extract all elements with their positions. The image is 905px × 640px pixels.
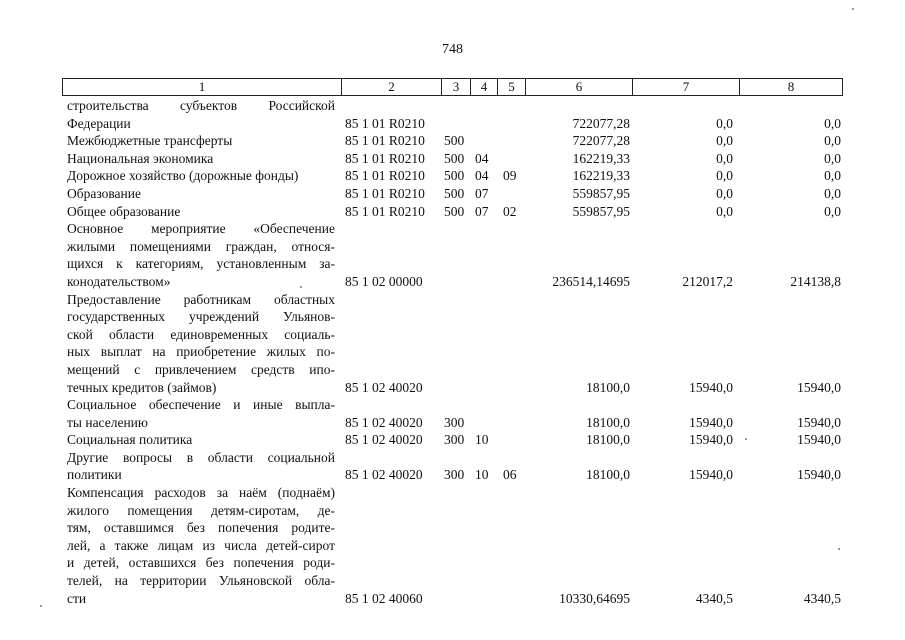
cell-vr: 300 [444, 467, 465, 483]
row-title-line: жилыми помещениями граждан, относя- [67, 238, 335, 254]
row-title-line: Общее образование [67, 203, 181, 219]
row-title-line: Социальное обеспечение и иные выпла- [67, 397, 335, 413]
cell-amount-col6: 722077,28 [572, 133, 630, 149]
cell-amount-col6: 18100,0 [586, 379, 630, 395]
cell-vr: 300 [444, 432, 465, 448]
table-row [0, 203, 905, 221]
row-title-line: и детей, оставшихся без попечения роди- [67, 555, 335, 571]
row-title-line: Другие вопросы в области социальной [67, 449, 335, 465]
cell-amount-col6: 10330,64695 [559, 590, 630, 606]
row-title [67, 220, 335, 290]
cell-vr: 500 [444, 168, 465, 184]
cell-amount-col6: 18100,0 [586, 432, 630, 448]
header-col-1: 1 [63, 79, 342, 95]
cell-amount-col7: 0,0 [716, 168, 733, 184]
cell-rz: 07 [475, 185, 489, 201]
row-title-line: сти [67, 590, 87, 606]
row-title-line: Образование [67, 185, 141, 201]
row-title-line: Дорожное хозяйство (дорожные фонды) [67, 168, 299, 184]
page-number: 748 [442, 42, 463, 57]
table-row [0, 185, 905, 203]
cell-pr: 09 [503, 168, 517, 184]
cell-amount-col8: 0,0 [824, 115, 841, 131]
cell-code: 85 1 02 40020 [345, 432, 423, 448]
cell-vr: 500 [444, 203, 465, 219]
cell-amount-col8: 15940,0 [797, 467, 841, 483]
cell-code: 85 1 01 R0210 [345, 203, 425, 219]
cell-amount-col7: 15940,0 [689, 414, 733, 430]
cell-code: 85 1 01 R0210 [345, 150, 425, 166]
cell-amount-col6: 722077,28 [572, 115, 630, 131]
row-title-line: Федерации [67, 115, 131, 131]
cell-amount-col7: 15940,0 [689, 432, 733, 448]
row-title-line: щихся к категориям, установленным за- [67, 256, 335, 272]
cell-amount-col7: 0,0 [716, 115, 733, 131]
cell-amount-col6: 559857,95 [572, 185, 630, 201]
row-title-line: течных кредитов (займов) [67, 379, 217, 395]
cell-code: 85 1 02 00000 [345, 273, 423, 289]
cell-amount-col7: 0,0 [716, 185, 733, 201]
header-col-6: 6 [526, 79, 633, 95]
header-col-2: 2 [342, 79, 442, 95]
row-title-line: жилого помещения детям-сиротам, де- [67, 502, 335, 518]
row-title-line: Социальная политика [67, 432, 193, 448]
cell-amount-col8: 15940,0 [797, 379, 841, 395]
scan-speck [838, 548, 840, 550]
cell-amount-col8: 0,0 [824, 203, 841, 219]
header-col-3: 3 [442, 79, 471, 95]
row-title [67, 431, 335, 449]
cell-pr: 02 [503, 203, 517, 219]
cell-amount-col6: 162219,33 [572, 150, 630, 166]
table-row [0, 431, 905, 449]
row-title-line: политики [67, 467, 122, 483]
cell-amount-col8: 0,0 [824, 185, 841, 201]
cell-amount-col6: 559857,95 [572, 203, 630, 219]
row-title-line: Основное мероприятие «Обеспечение [67, 221, 335, 237]
scan-speck [40, 605, 42, 607]
row-title-line: ты населению [67, 414, 148, 430]
cell-amount-col8: 0,0 [824, 150, 841, 166]
row-title [67, 396, 335, 431]
cell-amount-col8: 214138,8 [790, 273, 841, 289]
header-col-5: 5 [498, 79, 526, 95]
cell-code: 85 1 02 40020 [345, 379, 423, 395]
cell-vr: 500 [444, 150, 465, 166]
row-title [67, 150, 335, 168]
cell-rz: 07 [475, 203, 489, 219]
row-title-line: ской области единовременных социаль- [67, 326, 335, 342]
row-title-line: Национальная экономика [67, 150, 214, 166]
header-col-4: 4 [471, 79, 498, 95]
row-title [67, 449, 335, 484]
scan-speck [852, 8, 854, 10]
cell-amount-col6: 18100,0 [586, 414, 630, 430]
table-row [0, 167, 905, 185]
cell-amount-col7: 212017,2 [682, 273, 733, 289]
cell-code: 85 1 01 R0210 [345, 133, 425, 149]
table-row [0, 396, 905, 431]
table-row [0, 150, 905, 168]
row-title-line: Компенсация расходов за наём (поднаём) [67, 485, 335, 501]
table-row [0, 484, 905, 607]
cell-amount-col7: 0,0 [716, 203, 733, 219]
row-title-line: строительства субъектов Российской [67, 98, 335, 113]
cell-rz: 04 [475, 168, 489, 184]
row-title [67, 185, 335, 203]
cell-rz: 10 [475, 432, 489, 448]
row-title-line: ных выплат на приобретение жилых по- [67, 344, 335, 360]
cell-pr: 06 [503, 467, 517, 483]
row-title-line: конодательством» [67, 273, 171, 289]
table-row [0, 220, 905, 290]
row-title-line: государственных учреждений Ульянов- [67, 309, 335, 325]
row-title [67, 167, 335, 185]
cell-amount-col8: 0,0 [824, 133, 841, 149]
row-title-line: телей, на территории Ульяновской обла- [67, 573, 335, 589]
row-title [67, 132, 335, 150]
cell-amount-col6: 162219,33 [572, 168, 630, 184]
cell-code: 85 1 02 40020 [345, 467, 423, 483]
cell-amount-col7: 0,0 [716, 150, 733, 166]
table-row [0, 449, 905, 484]
cell-vr: 500 [444, 133, 465, 149]
row-title-line: Межбюджетные трансферты [67, 133, 233, 149]
row-title-line: Предоставление работникам областных [67, 291, 335, 307]
row-title [67, 484, 335, 607]
cell-code: 85 1 01 R0210 [345, 168, 425, 184]
table-row [0, 97, 905, 132]
cell-vr: 500 [444, 185, 465, 201]
cell-rz: 10 [475, 467, 489, 483]
cell-code: 85 1 01 R0210 [345, 115, 425, 131]
cell-code: 85 1 01 R0210 [345, 185, 425, 201]
scan-speck [300, 286, 302, 288]
row-title [67, 97, 335, 132]
cell-amount-col7: 15940,0 [689, 467, 733, 483]
header-col-7: 7 [633, 79, 740, 95]
cell-amount-col7: 15940,0 [689, 379, 733, 395]
header-col-8: 8 [787, 79, 795, 94]
scan-speck [745, 438, 747, 440]
cell-amount-col7: 0,0 [716, 133, 733, 149]
cell-code: 85 1 02 40020 [345, 414, 423, 430]
cell-amount-col8: 15940,0 [797, 432, 841, 448]
cell-amount-col6: 236514,14695 [552, 273, 630, 289]
row-title [67, 203, 335, 221]
table-header [62, 78, 843, 96]
cell-rz: 04 [475, 150, 489, 166]
table-row [0, 132, 905, 150]
table-row [0, 291, 905, 397]
row-title-line: лей, а также лицам из числа детей-сирот [67, 537, 335, 553]
cell-amount-col8: 15940,0 [797, 414, 841, 430]
cell-amount-col7: 4340,5 [695, 590, 733, 606]
cell-amount-col8: 4340,5 [803, 590, 841, 606]
cell-code: 85 1 02 40060 [345, 590, 423, 606]
cell-amount-col8: 0,0 [824, 168, 841, 184]
table-body [0, 97, 905, 607]
row-title [67, 291, 335, 397]
row-title-line: тям, оставшимся без попечения родите- [67, 520, 335, 536]
cell-amount-col6: 18100,0 [586, 467, 630, 483]
cell-vr: 300 [444, 414, 465, 430]
row-title-line: мещений с привлечением средств ипо- [67, 361, 335, 377]
